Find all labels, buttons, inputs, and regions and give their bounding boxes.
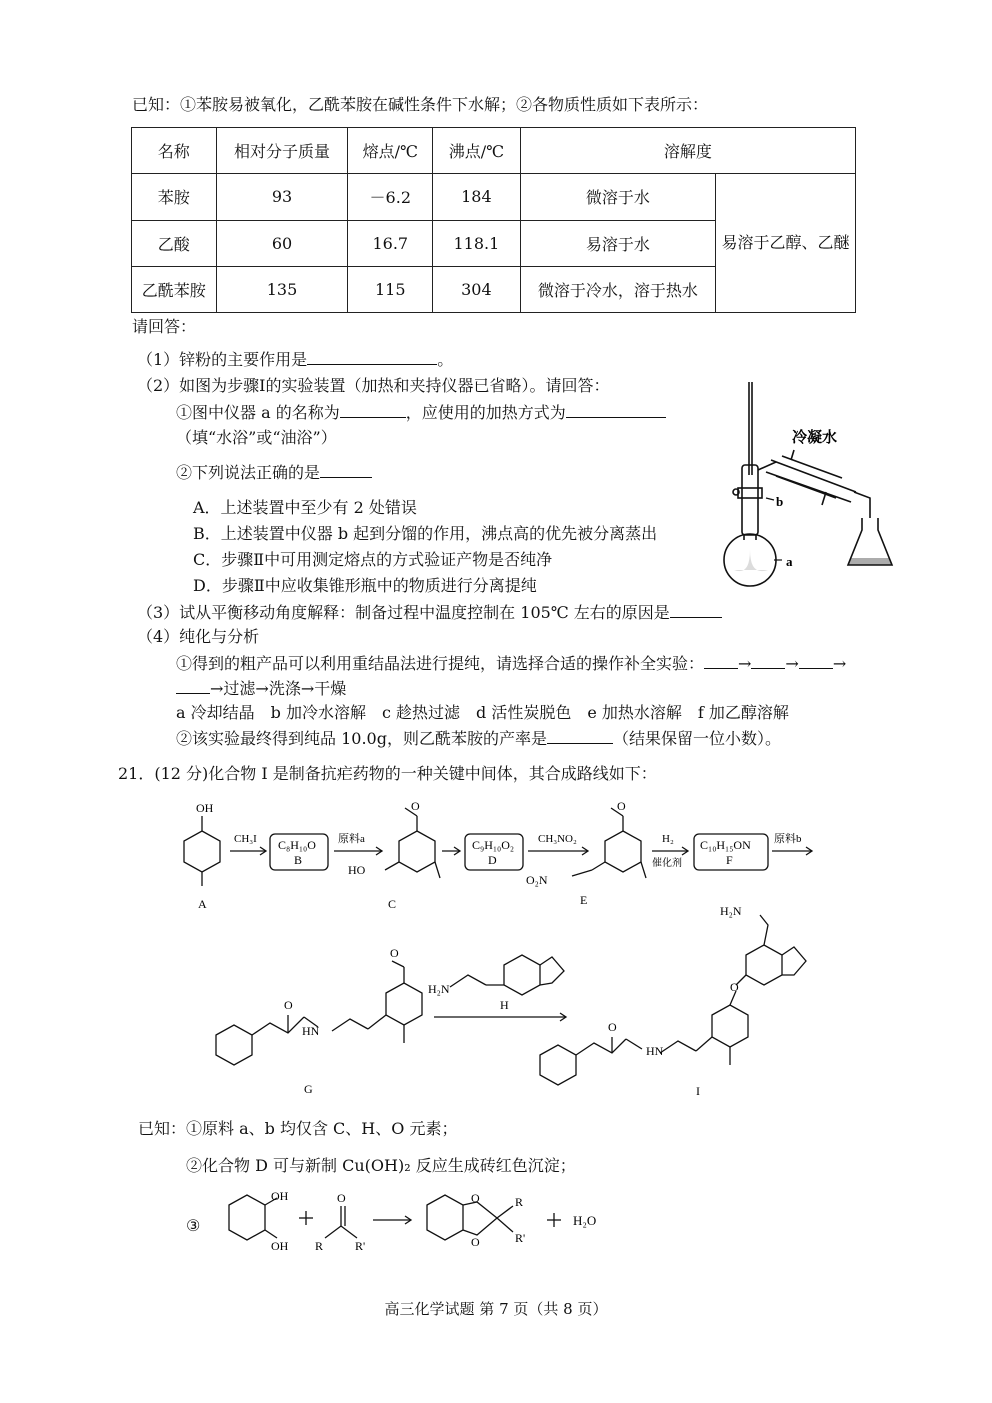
- reagent-2: 原料a: [338, 833, 365, 845]
- o-carbonyl: O: [337, 1191, 346, 1205]
- question-2-1-text: ①图中仪器 a 的名称为: [176, 403, 340, 422]
- compound-h-label: H: [500, 998, 509, 1012]
- o2n-label: O₂N: [526, 873, 548, 887]
- table-cell: 304: [433, 266, 521, 312]
- table-cell: 乙酰苯胺: [132, 266, 217, 312]
- h2n-label-h: H₂N: [428, 982, 450, 996]
- box-d-formula: C₉H₁₀O₂: [472, 838, 515, 852]
- known-intro: 已知：①苯胺易被氧化，乙酰苯胺在碱性条件下水解；②各物质性质如下表所示：: [132, 95, 709, 114]
- answer-blank[interactable]: [751, 652, 785, 669]
- question-2: （2）如图为步骤Ⅰ的实验装置（加热和夹持仪器已省略）。请回答：: [137, 376, 610, 395]
- question-2-2-text: ②下列说法正确的是: [176, 463, 321, 482]
- water-label: H₂O: [573, 1213, 597, 1228]
- box-b-formula: C₈H₁₀O: [278, 838, 316, 852]
- question-4-1: ①得到的粗产品可以利用重结晶法进行提纯，请选择合适的操作补全实验： → → →: [176, 654, 847, 673]
- table-cell: 乙酸: [132, 220, 217, 266]
- o-ring-bottom: O: [471, 1235, 480, 1249]
- reagent-4-top: H₂: [662, 833, 674, 845]
- oh-bottom: OH: [271, 1239, 289, 1253]
- table-cell: 184: [433, 174, 521, 220]
- o-label-g2: O: [390, 946, 399, 960]
- reagent-3: CH₃NO₂: [538, 833, 577, 845]
- please-answer: 请回答：: [132, 317, 197, 336]
- question-4-2-text: ②该实验最终得到纯品 10.0g，则乙酰苯胺的产率是: [176, 729, 547, 748]
- question-4-1-text: ①得到的粗产品可以利用重结晶法进行提纯，请选择合适的操作补全实验：: [176, 654, 705, 673]
- box-d-label: D: [488, 853, 497, 867]
- question-3-text: （3）试从平衡移动角度解释：制备过程中温度控制在 105℃ 左右的原因是: [137, 603, 670, 622]
- table-cell: 93: [216, 174, 348, 220]
- answer-blank[interactable]: [670, 601, 722, 618]
- table-cell: 60: [216, 220, 348, 266]
- table-cell: 微溶于冷水，溶于热水: [520, 266, 715, 312]
- table-header: 沸点/℃: [433, 128, 521, 174]
- r-product: R: [515, 1195, 524, 1209]
- condenser-water-label: 冷凝水: [792, 430, 838, 446]
- table-cell: 苯胺: [132, 174, 217, 220]
- option-b: B．上述装置中仪器 b 起到分馏的作用，沸点高的优先被分离蒸出: [193, 524, 658, 543]
- h2n-label-i: H₂N: [720, 905, 742, 918]
- question-4-1-cont: [176, 677, 346, 700]
- question-4-1-steps: →过滤→洗涤→干燥: [210, 679, 347, 698]
- known2-item2: ②化合物 D 可与新制 Cu(OH)₂ 反应生成砖红色沉淀；: [186, 1156, 576, 1175]
- answer-blank[interactable]: [307, 348, 437, 365]
- question-21: 21．(12 分)化合物 I 是制备抗疟药物的一种关键中间体，其合成路线如下：: [118, 764, 657, 783]
- table-cell: 微溶于水: [520, 174, 715, 220]
- synthesis-scheme-row1: [160, 796, 820, 916]
- compound-i-label: I: [696, 1084, 700, 1098]
- label-a: a: [786, 554, 793, 569]
- table-header: 熔点/℃: [348, 128, 433, 174]
- answer-blank[interactable]: [176, 677, 210, 694]
- answer-blank[interactable]: [320, 461, 372, 478]
- r-prime-label: R': [355, 1239, 366, 1253]
- table-cell: 易溶于水: [520, 220, 715, 266]
- option-c: C．步骤Ⅱ中可用测定熔点的方式验证产物是否纯净: [193, 550, 553, 569]
- table-cell-merged: 易溶于乙醇、乙醚: [716, 174, 856, 313]
- question-2-2: [176, 461, 372, 484]
- table-header-row: [132, 128, 856, 174]
- table-header: 溶解度: [520, 128, 855, 174]
- o-label-e: O: [617, 799, 626, 813]
- table-cell: 135: [216, 266, 348, 312]
- box-f-formula: C₁₀H₁₅ON: [700, 838, 751, 852]
- hn-label-i: HN: [646, 1044, 664, 1058]
- table-cell: －6.2: [348, 174, 433, 220]
- o-ring-top: O: [471, 1191, 480, 1205]
- table-cell: 16.7: [348, 220, 433, 266]
- o-label-i: O: [608, 1020, 617, 1034]
- r-label: R: [315, 1239, 324, 1253]
- question-4-2-text2: （结果保留一位小数）。: [612, 729, 781, 748]
- table-header: 相对分子质量: [216, 128, 348, 174]
- compound-c-label: C: [388, 897, 397, 911]
- property-table: [131, 127, 856, 313]
- o-label-c: O: [411, 799, 420, 813]
- answer-blank[interactable]: [704, 652, 738, 669]
- reaction-3: [205, 1180, 625, 1270]
- question-1-end: 。: [437, 350, 454, 369]
- table-cell: 118.1: [433, 220, 521, 266]
- oh-label: OH: [196, 801, 214, 815]
- compound-a-label: A: [198, 897, 207, 911]
- question-4: （4）纯化与分析: [137, 627, 260, 646]
- table-row: [132, 174, 856, 220]
- question-2-1-text2: ，应使用的加热方式为: [405, 403, 566, 422]
- box-b-label: B: [294, 853, 303, 867]
- answer-blank[interactable]: [799, 652, 833, 669]
- known2-item3-number: ③: [186, 1216, 201, 1235]
- table-header: 名称: [132, 128, 217, 174]
- synthesis-scheme-row2: [190, 905, 830, 1100]
- distillation-apparatus: [716, 380, 906, 590]
- question-4-choices: a 冷却结晶 b 加冷水溶解 c 趁热过滤 d 活性炭脱色 e 加热水溶解 f 加乙醇溶解: [176, 703, 789, 722]
- answer-blank[interactable]: [340, 401, 406, 418]
- box-f-label: F: [726, 853, 733, 867]
- o-label-i2: O: [730, 980, 739, 994]
- reagent-1: CH₃I: [234, 833, 257, 845]
- hn-label-g: HN: [302, 1024, 320, 1038]
- o-label-g: O: [284, 998, 293, 1012]
- label-b: b: [776, 494, 784, 509]
- table-cell: 115: [348, 266, 433, 312]
- page-footer: 高三化学试题 第 7 页（共 8 页）: [384, 1300, 608, 1318]
- question-1: [137, 348, 453, 371]
- compound-g-label: G: [304, 1082, 313, 1096]
- reagent-5: 原料b: [774, 833, 802, 845]
- question-3: [137, 601, 722, 624]
- r-prime-product: R': [515, 1231, 526, 1245]
- reagent-4-bottom: 催化剂: [652, 858, 682, 869]
- question-2-1: [176, 401, 666, 424]
- compound-e-label: E: [580, 893, 588, 907]
- oh-top: OH: [271, 1189, 289, 1203]
- option-d: D．步骤Ⅱ中应收集锥形瓶中的物质进行分离提纯: [193, 576, 537, 595]
- answer-blank[interactable]: [566, 401, 666, 418]
- question-2-1-hint: （填“水浴”或“油浴”）: [176, 428, 337, 447]
- question-1-text: （1）锌粉的主要作用是: [137, 350, 308, 369]
- option-a: A．上述装置中至少有 2 处错误: [193, 498, 417, 517]
- known2-title: 已知：①原料 a、b 均仅含 C、H、O 元素；: [138, 1119, 458, 1138]
- ho-label: HO: [348, 863, 366, 877]
- answer-blank[interactable]: [547, 727, 613, 744]
- question-4-2: [176, 727, 781, 750]
